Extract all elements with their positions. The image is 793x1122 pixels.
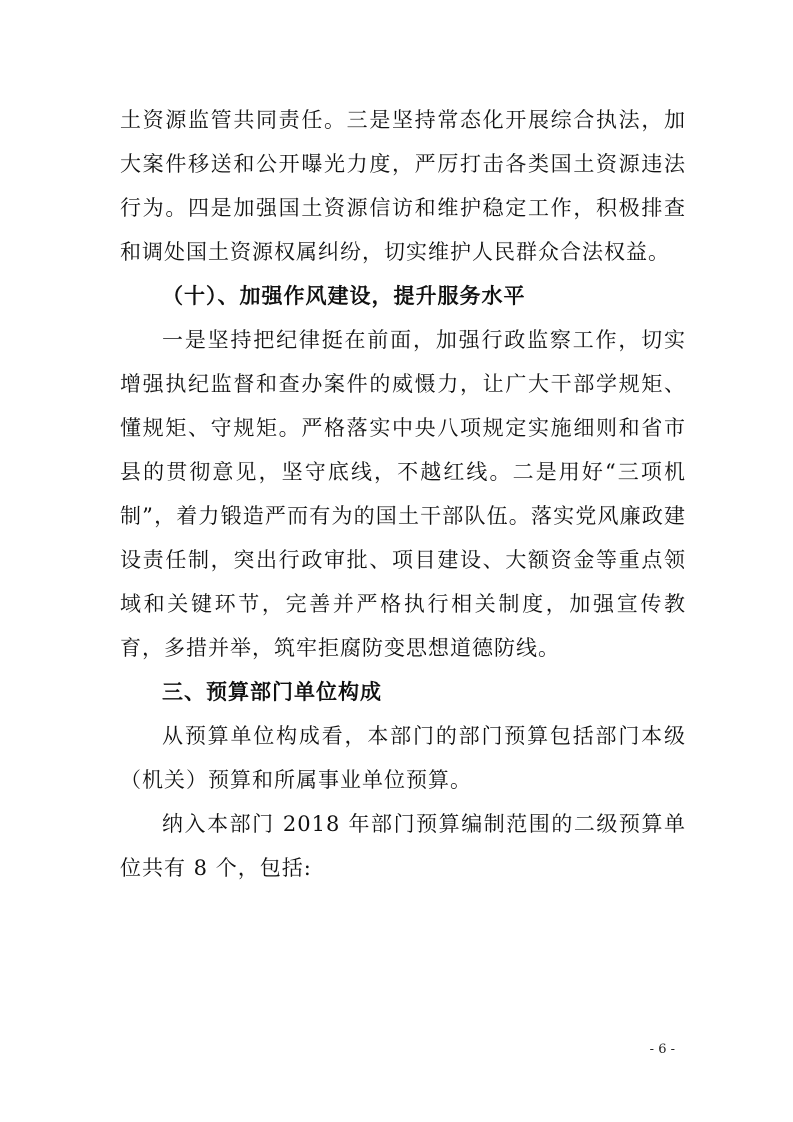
paragraph-budget-composition: 从预算单位构成看，本部门的部门预算包括部门本级（机关）预算和所属事业单位预算。	[120, 724, 686, 792]
paragraph-discipline: 一是坚持把纪律挺在前面，加强行政监察工作，切实增强执纪监督和查办案件的威慑力，让广大干部学规矩、懂规矩、守规矩。严格落实中央八项规定实施细则和省市县的贯彻意见，坚守底线，不越红线。二是用好“三项机制”，着力锻造严而有为的国土干部队伍。落实党风廉政建设责任制，突出行政审批、项目建设、大额资金等重点领域和关键环节，完善并严格执行相关制度，加强宣传教育，多措并举，筑牢拒腐防变思想道德防线。	[120, 328, 686, 660]
section-heading-10: （十）、加强作风建设，提升服务水平	[162, 284, 526, 308]
document-body	[120, 98, 686, 890]
page-number: - 6 -	[649, 1042, 675, 1057]
paragraph-budget-units: 纳入本部门 2018 年部门预算编制范围的二级预算单位共有 8 个，包括:	[120, 812, 686, 880]
paragraph-continuation: 土资源监管共同责任。三是坚持常态化开展综合执法，加大案件移送和公开曝光力度，严厉打击各类国土资源违法行为。四是加强国土资源信访和维护稳定工作，积极排查和调处国土资源权属纠纷，切实维护人民群众合法权益。	[120, 108, 686, 264]
section-heading-3: 三、预算部门单位构成	[162, 680, 382, 704]
